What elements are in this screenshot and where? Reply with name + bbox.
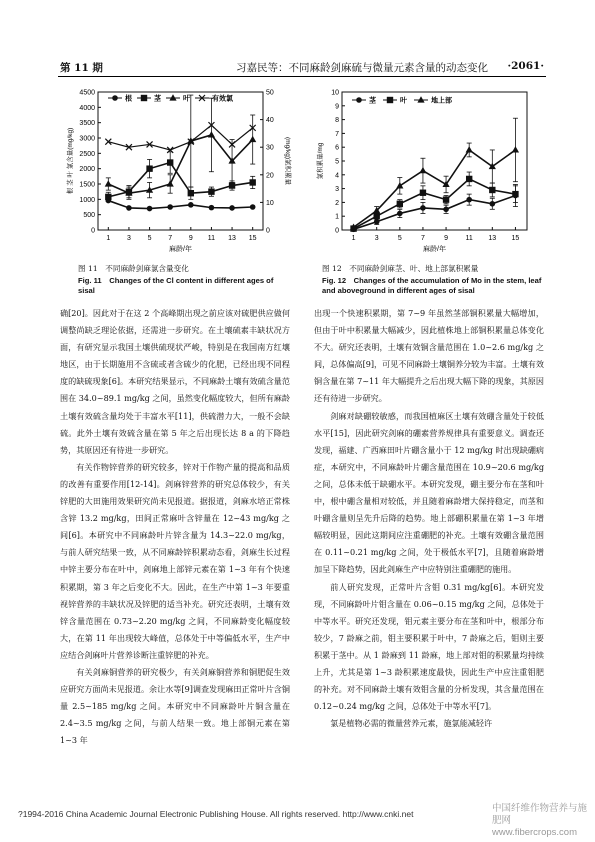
data-point (147, 206, 153, 212)
y-tick-label: 2000 (79, 166, 95, 174)
data-point (396, 182, 403, 188)
data-point (167, 180, 174, 186)
figure-11-caption-cn: 图 11 不同麻龄剑麻氯含量变化 (78, 264, 189, 273)
series-0 (106, 198, 256, 212)
data-point (397, 201, 403, 207)
y-tick-label: 4500 (79, 89, 95, 97)
figure-11-chart (60, 86, 295, 266)
y-tick-label: 3500 (79, 120, 95, 128)
paragraph: 有关作物锌营养的研究较多，锌对于作物产量的提高和品质的改善有重要作用[12-14]。剑麻锌营养的研究总体较少，有关锌肥的大田施用效果研究尚未见报道。据报道，剑麻水培正常株含锌 13.2 mg/kg，田间正常麻叶含锌量在 12~43 mg/kg 之间[6]。本研究中不同麻龄叶片锌含量为 14.3~22.0 mg/kg，与前人研究结果一致，从不同麻龄锌积累动态看，剑麻生长过程中锌主要分布在叶中，剑麻地上部锌元素在第 1~3 年有个快速积累期，第 3 年之后变化不大。因此，在生产中第 1~3 年要重视锌营养的丰缺状况及锌肥的适当补充。研究还表明，土壤有效锌含量范围在 0.73~2.20 mg/kg 之间，不同麻龄变化幅度较大，在第 11 年出现较大峰值，总体处于中等偏低水平，生产中应结合剑麻叶片营养诊断注重锌肥的补充。 (60, 461, 290, 660)
paragraph: 有关剑麻铜营养的研究极少，有关剑麻铜营养和铜肥促生效应研究方面尚未见报道。余让水等[9]调查发现麻田正常叶片含铜量 2.5~185 mg/kg 之间。本研究中不同麻龄叶片铜含量在 2.4~3.5 mg/kg 之间，与前人结果一致。地上部铜元素在第 1~3 年 (60, 666, 290, 746)
data-point (188, 202, 194, 208)
x-tick-label: 9 (444, 235, 449, 242)
legend-label: 叶 (400, 97, 407, 105)
data-point (188, 190, 194, 196)
watermark-line2: www.fibercrops.com (492, 827, 577, 838)
legend-label: 根 (125, 95, 132, 103)
series-3 (105, 122, 255, 153)
y-tick-label: 6 (335, 144, 339, 152)
data-point (397, 211, 403, 217)
y-tick-label: 2 (335, 199, 339, 207)
legend-label: 叶 (183, 95, 190, 103)
data-point (420, 205, 426, 211)
data-point (209, 205, 215, 211)
figure-12-chart (312, 86, 547, 266)
data-point (443, 196, 449, 202)
x-tick-label: 3 (126, 235, 131, 242)
page-number: ·2061· (507, 60, 544, 72)
y-tick-label: 4 (335, 172, 339, 180)
running-header (58, 58, 546, 76)
x-axis-label: 麻龄/年 (423, 246, 446, 253)
y-axis-label: 氯积累量/mg (317, 142, 324, 180)
x-tick-label: 3 (374, 235, 379, 242)
figure-12-caption-cn: 图 12 不同麻龄剑麻茎、叶、地上部氯积累量 (322, 264, 479, 273)
x-tick-label: 15 (248, 235, 257, 242)
y2-tick-label: 20 (266, 172, 274, 180)
paragraph: 出现一个快速积累期，第 7~9 年虽然茎部铜积累量大幅增加，但由于叶中积累量大幅减少，因此植株地上部铜积累量总体变化不大。研究还表明，土壤有效铜含量范围在 1.0~2.6 mg/kg 之间，总体偏高[9]，可见不同麻龄土壤铜养分较为丰富。土壤有效铜含量在第 7~11 年大幅提升之后出现大幅下降的现象，其原因还有待进一步研究。 (314, 308, 544, 404)
data-point (146, 165, 152, 171)
y-tick-label: 7 (335, 130, 339, 138)
y-tick-label: 4000 (79, 104, 95, 112)
data-point (249, 136, 256, 142)
y-tick-label: 3 (335, 186, 339, 194)
data-point (250, 204, 256, 210)
watermark-line1: 中国纤维作物营养与施肥网 (492, 803, 588, 826)
y2-axis-label: (mg/kg)氯积累量 (284, 136, 291, 186)
y-tick-label: 5 (335, 158, 339, 166)
watermark (492, 803, 595, 839)
y-tick-label: 0 (335, 227, 339, 235)
copyright-footer: ?1994-2016 China Academic Journal Electronic Publishing House. All rights reserved. http://www.cnki.net (18, 809, 414, 819)
data-point (489, 187, 495, 193)
legend-marker (141, 95, 147, 101)
legend-marker (387, 97, 393, 103)
legend-label: 茎 (369, 97, 376, 105)
data-point (512, 191, 518, 197)
data-point (105, 180, 112, 186)
article-running-title: 习嘉民等：不同麻龄剑麻硫与微量元素含量的动态变化 (236, 62, 488, 74)
issue-number: 第 11 期 (60, 62, 103, 74)
data-point (466, 197, 472, 203)
body-left-column (60, 305, 290, 749)
legend-marker (417, 96, 424, 102)
data-point (466, 146, 473, 152)
x-tick-label: 7 (420, 235, 425, 242)
x-tick-label: 1 (351, 235, 356, 242)
y-tick-label: 9 (335, 103, 339, 111)
data-point (419, 167, 426, 173)
legend-label: 地上部 (431, 97, 452, 105)
y-tick-label: 1000 (79, 196, 95, 204)
y-tick-label: 8 (335, 117, 339, 125)
data-point (167, 159, 173, 165)
y2-tick-label: 0 (266, 227, 270, 235)
data-point (489, 163, 496, 169)
y2-tick-label: 40 (266, 117, 274, 125)
y2-tick-label: 50 (266, 89, 274, 97)
y-tick-label: 10 (331, 89, 339, 97)
data-point (208, 188, 214, 194)
x-tick-label: 11 (207, 235, 216, 242)
data-point (229, 182, 235, 188)
x-tick-label: 11 (465, 235, 473, 242)
y-tick-label: 0 (91, 227, 95, 235)
legend-marker (356, 97, 362, 103)
data-point (229, 205, 235, 211)
data-point (374, 219, 380, 225)
series-2 (350, 118, 519, 230)
paragraph: 前人研究发现，正常叶片含钼 0.31 mg/kg[6]。本研究发现，不同麻龄叶片钼含量在 0.06~0.15 mg/kg 之间，总体处于中等水平。研究还发现，钼元素主要分布在茎和叶中，根部分布较少，7 龄麻之前，钼主要积累于叶中，7 龄麻之后，钼则主要积累于茎中。从 1 龄麻到 11 龄麻，地上部对钼的积累量均持续上升，尤其是第 1~3 龄积累速度最快，因此生产中应注重钼肥的补充。对不同麻龄土壤有效钼含量的分析发现，其含量范围在 0.12~0.24 mg/kg 之间，总体处于中等水平[7]。 (314, 581, 544, 712)
x-tick-label: 5 (397, 235, 402, 242)
data-point (105, 194, 111, 200)
paragraph: 确[20]。因此对于在这 2 个高峰期出现之前应该对硫肥供应做何调整尚缺乏理论依据，还需进一步研究。在土壤硫素丰缺状况方面，有研究显示我国土壤供硫现状严峻，特别是在我国南方红壤地区，由于长期施用不含硫或者含硫少的化肥，已经出现不同程度的缺硫现象[6]。本研究结果显示，不同麻龄土壤有效硫含量范围在 34.0~89.1 mg/kg 之间，虽然变化幅度较大，但所有麻龄土壤有效硫含量均处于丰富水平[11]，供硫潜力大，一般不会缺硫。此外土壤有效硫含量在第 5 年之后出现长达 8 a 的下降趋势，其原因还有待进一步研究。 (60, 308, 290, 455)
data-point (208, 131, 215, 137)
y2-tick-label: 10 (266, 199, 274, 207)
x-tick-label: 1 (106, 235, 111, 242)
y-tick-label: 3000 (79, 135, 95, 143)
x-tick-label: 13 (488, 235, 497, 242)
data-point (512, 146, 519, 152)
y-axis-label: 根 茎 叶 氯含量(mg/kg) (67, 127, 74, 195)
data-point (443, 207, 449, 213)
legend-marker (169, 94, 176, 100)
y-tick-label: 2500 (79, 150, 95, 158)
x-axis-label: 麻龄/年 (169, 246, 192, 253)
x-tick-label: 9 (188, 235, 193, 242)
y2-tick-label: 30 (266, 144, 274, 152)
body-right-column (314, 305, 544, 732)
y-tick-label: 1 (335, 213, 339, 221)
y-tick-label: 1500 (79, 181, 95, 189)
figure-12-caption (322, 264, 544, 296)
legend-marker (112, 95, 118, 101)
data-point (249, 179, 255, 185)
figure-12-caption-en: Fig. 12 Changes of the accumulation of Mo in the stem, leaf and aboveground in different ages of sisal (322, 276, 542, 295)
x-tick-label: 7 (168, 235, 173, 242)
paragraph: 氯是植物必需的微量营养元素，施氯能减轻许 (330, 718, 493, 729)
paragraph: 剑麻对缺硼较敏感，而我国植麻区土壤有效硼含量处于较低水平[15]，因此研究剑麻的硼素营养规律具有重要意义。调查还发现，福建、广西麻田叶片硼含量小于 12 mg/kg 时出现缺硼病症，本研究中，不同麻龄叶片硼含量范围在 10.9~20.6 mg/kg 之间，总体未低于缺硼水平。本研究发现，硼主要分布在茎和叶中，根中硼含量相对较低，并且随着麻龄增大保持稳定，而茎和叶硼含量则呈先升后降的趋势。地上部硼积累量在第 1~3 年增幅较明显，因此这期间应注重硼肥的补充。土壤有效硼含量范围在 0.11~0.21 mg/kg 之间，处于极低水平[7]，且随着麻龄增加呈下降趋势，因此剑麻生产中应特别注重硼肥的施用。 (314, 410, 544, 575)
legend-label: 茎 (154, 95, 161, 103)
figure-11-caption-en: Fig. 11 Changes of the Cl content in different ages of sisal (78, 276, 274, 295)
data-point (126, 205, 132, 211)
data-point (167, 204, 173, 210)
data-point (420, 190, 426, 196)
legend-label: 有效氯 (212, 95, 233, 103)
x-tick-label: 13 (228, 235, 236, 242)
y-tick-label: 500 (83, 212, 95, 220)
header-rule (58, 76, 546, 77)
figure-11-caption (78, 264, 278, 296)
data-point (466, 176, 472, 182)
x-tick-label: 5 (147, 235, 152, 242)
x-tick-label: 15 (511, 235, 520, 242)
data-point (490, 201, 496, 207)
